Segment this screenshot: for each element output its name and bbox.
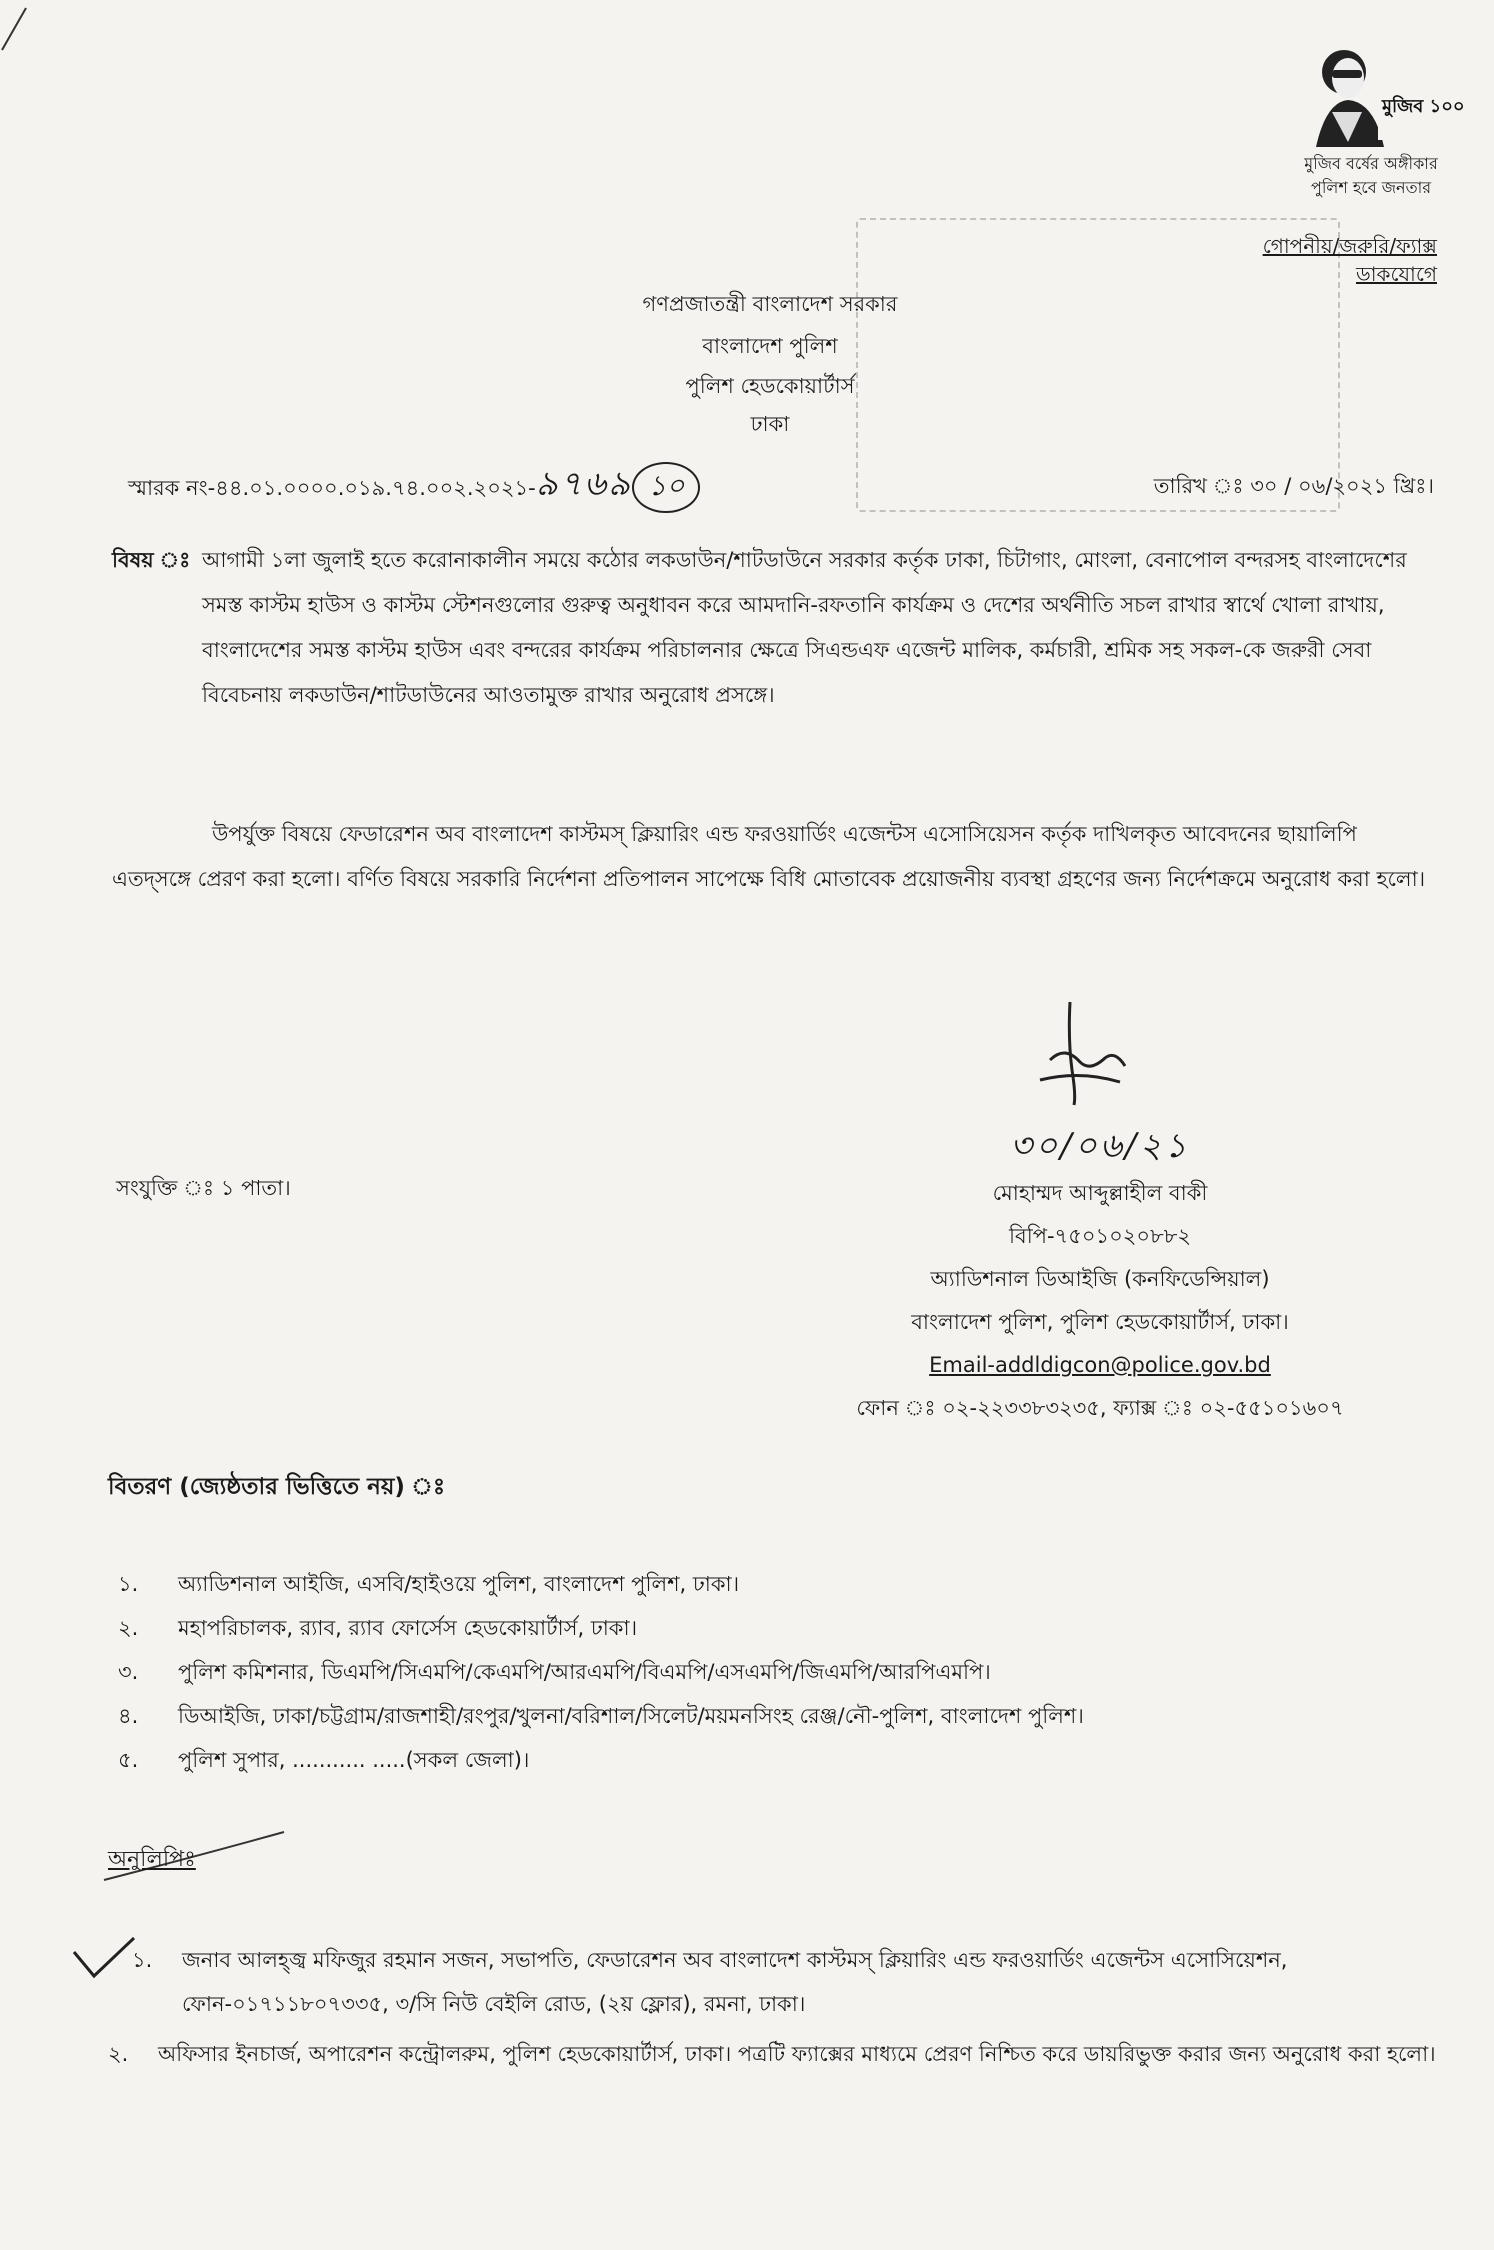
classification: [1263, 232, 1437, 288]
memo-handwritten-number: ৯৭৬৯: [535, 464, 633, 504]
memo-number: [128, 458, 700, 515]
list-item: ২. অফিসার ইনচার্জ, অপারেশন কন্ট্রোলরুম, পুলিশ হেডকোয়ার্টার্স, ঢাকা। পত্রটি ফ্যাক্সের মাধ্যমে প্রেরণ নিশ্চিত করে ডায়রিভুক্ত করার জন্য অনুরোধ করা হলো।: [108, 2042, 1436, 2066]
signatory-name: মোহাম্মদ আব্দুল্লাহীল বাকী: [992, 1181, 1208, 1205]
mujib-motto: [1276, 152, 1466, 200]
subject-text: আগামী ১লা জুলাই হতে করোনাকালীন সময়ে কঠোর লকডাউন/শাটডাউনে সরকার কর্তৃক ঢাকা, চিটাগাং, মোংলা, বেনাপোল বন্দরসহ বাংলাদেশের সমস্ত কাস্টম হাউস ও কাস্টম স্টেশনগুলোর গুরুত্ব অনুধাবন করে আমদানি-রফতানি কার্যক্রম ও দেশের অর্থনীতি সচল রাখার স্বার্থে খোলা রাখায়, বাংলাদেশের সমস্ত কাস্টম হাউস এবং বন্দরের কার্যক্রম পরিচালনার ক্ষেত্রে সিএন্ডএফ এজেন্ট মালিক, কর্মচারী, শ্রমিক সহ সকল-কে জরুরী সেবা বিবেচনায় লকডাউন/শাটডাউনের আওতামুক্ত রাখার অনুরোধ প্রসঙ্গে।: [202, 548, 1407, 707]
handwritten-signature: [1010, 1000, 1160, 1110]
signatory-email[interactable]: Email-addldigcon@police.gov.bd: [929, 1353, 1271, 1377]
motto-line2: পুলিশ হবে জনতার: [1310, 178, 1432, 197]
list-item: ৩. পুলিশ কমিশনার, ডিএমপি/সিএমপি/কেএমপি/আরএমপি/বিএমপি/এসএমপি/জিএমপি/আরপিএমপি।: [118, 1660, 991, 1684]
header-line3: পুলিশ হেডকোয়ার্টার্স: [685, 374, 855, 398]
list-item: ১. জনাব আলহ্জ্ব মফিজুর রহমান সজন, সভাপতি, ফেডারেশন অব বাংলাদেশ কাস্টমস্ ক্লিয়ারিং এন্ড ফরওয়ার্ডিং এজেন্টস এসোসিয়েশন, ফোন-০১৭১১৮০৭৩৩৫, ৩/সি নিউ বেইলি রোড, (২য় ফ্লোর), রমনা, ঢাকা।: [132, 1948, 1288, 2016]
signature-date: ৩০/০৬/২১: [1010, 1126, 1190, 1166]
memo-date: তারিখ ঃ ৩০ / ০৬/২০২১ খ্রিঃ।: [1153, 474, 1434, 498]
body-paragraph: উপর্যুক্ত বিষয়ে ফেডারেশন অব বাংলাদেশ কাস্টমস্ ক্লিয়ারিং এন্ড ফরওয়ার্ডিং এজেন্টস এসোসিয়েসন কর্তৃক দাখিলকৃত আবেদনের ছায়ালিপি এতদ্‌সঙ্গে প্রেরণ করা হলো। বর্ণিত বিষয়ে সরকারি নির্দেশনা প্রতিপালন সাপেক্ষে বিধি মোতাবেক প্রয়োজনীয় ব্যবস্থা গ্রহণের জন্য নির্দেশক্রমে অনুরোধ করা হলো।: [112, 822, 1426, 891]
classification-line1: গোপনীয়/জরুরি/ফ্যাক্স: [1262, 234, 1437, 258]
classification-line2: ডাকযোগে: [1355, 262, 1437, 286]
distribution-list: [118, 1562, 1438, 1782]
motto-line1: মুজিব বর্ষের অঙ্গীকার: [1304, 154, 1438, 173]
subject: [112, 538, 1442, 718]
copies-title: অনুলিপিঃ: [108, 1847, 196, 1872]
list-item: ৫. পুলিশ সুপার, ........... .....(সকল জেলা)।: [118, 1748, 530, 1772]
signatory-office: বাংলাদেশ পুলিশ, পুলিশ হেডকোয়ার্টার্স, ঢাকা।: [911, 1310, 1289, 1334]
list-item: ২. মহাপরিচালক, র‍্যাব, র‍্যাব ফোর্সেস হেডকোয়ার্টার্স, ঢাকা।: [118, 1616, 638, 1640]
stamp-line: [870, 262, 875, 280]
header-line4: ঢাকা: [750, 412, 790, 436]
mujib-centenary-logo: [1296, 42, 1465, 150]
memo-circled-number: ১০: [632, 462, 700, 513]
memo-prefix: স্মারক নং-৪৪.০১.০০০০.০১৯.৭৪.০০২.২০২১-: [128, 476, 536, 500]
attachment-note: সংযুক্তি ঃ ১ পাতা।: [116, 1176, 291, 1200]
subject-label: বিষয় ঃ: [112, 548, 191, 572]
copies-list: [108, 1938, 1448, 2082]
list-item: ১. অ্যাডিশনাল আইজি, এসবি/হাইওয়ে পুলিশ, বাংলাদেশ পুলিশ, ঢাকা।: [118, 1572, 740, 1596]
signatory-block: [800, 1172, 1400, 1430]
header-line2: বাংলাদেশ পুলিশ: [702, 334, 838, 358]
signatory-designation: অ্যাডিশনাল ডিআইজি (কনফিডেন্সিয়াল): [930, 1267, 1270, 1291]
list-item: ৪. ডিআইজি, ঢাকা/চট্টগ্রাম/রাজশাহী/রংপুর/খুলনা/বরিশাল/সিলেট/ময়মনসিংহ রেঞ্জ/নৌ-পুলিশ, বাংলাদেশ পুলিশ।: [118, 1704, 1084, 1728]
header-line1: গণপ্রজাতন্ত্রী বাংলাদেশ সরকার: [642, 292, 898, 316]
distribution-title: বিতরণ (জ্যেষ্ঠতার ভিত্তিতে নয়) ঃ: [108, 1474, 446, 1500]
corner-pen-mark: [0, 0, 30, 60]
signatory-phone: ফোন ঃ ০২-২২৩৩৮৩২৩৫, ফ্যাক্স ঃ ০২-৫৫১০১৬০৭: [856, 1396, 1344, 1420]
logo-text: মুজিব ১০০: [1382, 96, 1465, 117]
signatory-bp: বিপি-৭৫০১০২০৮৮২: [1009, 1224, 1191, 1248]
